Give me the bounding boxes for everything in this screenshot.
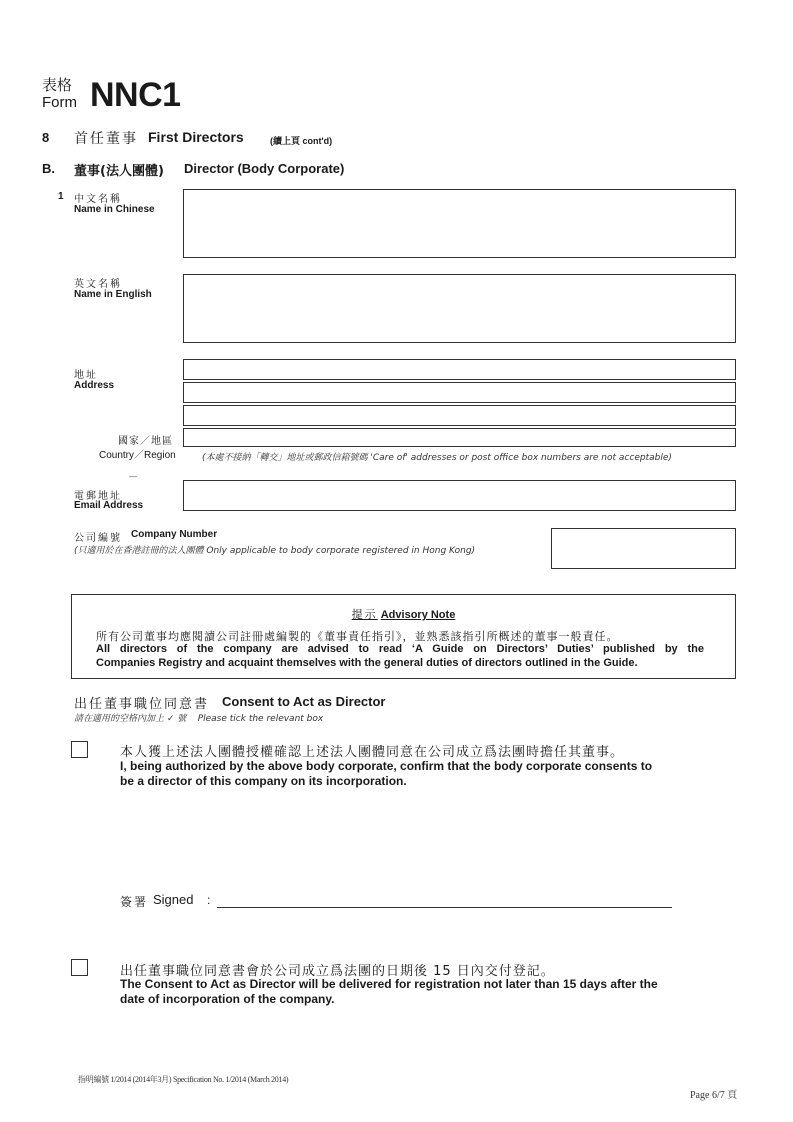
address-line-2-field[interactable]	[183, 382, 736, 403]
form-code: NNC1	[90, 76, 181, 114]
signed-label-en: Signed	[153, 892, 194, 907]
consent-option-1-en-1: I, being authorized by the above body corporate, confirm that the body corporate consents to	[120, 759, 653, 773]
item-number: 1	[58, 191, 64, 202]
subsection-letter: B.	[42, 161, 55, 176]
advisory-note-box	[71, 594, 736, 679]
address-note: (本處不接納「轉交」地址或郵政信箱號碼 'Care of' addresses or post office box numbers are not acceptable)	[202, 453, 672, 463]
advisory-text-en-2: Companies Registry and acquaint themselves with the general duties of directors outlined in the Guide.	[96, 657, 638, 669]
form-label-en: Form	[42, 94, 77, 111]
advisory-title-zh: 提示	[351, 608, 378, 621]
address-label-en: Address	[74, 380, 115, 391]
name-english-label-zh: 英文名稱	[74, 279, 122, 290]
address-line-3-field[interactable]	[183, 405, 736, 426]
advisory-text-zh: 所有公司董事均應閱讀公司註冊處編製的《董事責任指引》，並熟悉該指引所概述的董事一般責任。	[96, 630, 619, 643]
company-number-field[interactable]	[551, 528, 736, 569]
signed-label-zh: 簽署	[120, 895, 149, 909]
consent-option-2-zh: 出任董事職位同意書會於公司成立爲法團的日期後 15 日內交付登記。	[120, 964, 555, 979]
country-label-en: Country／Region	[99, 450, 176, 461]
address-dash: —	[129, 472, 137, 481]
address-line-1-field[interactable]	[183, 359, 736, 380]
name-chinese-label-en: Name in Chinese	[74, 204, 155, 215]
advisory-title-en: Advisory Note	[380, 609, 456, 621]
section-title-en: First Directors	[148, 129, 244, 145]
company-number-note: (只適用於在香港註冊的法人團體 Only applicable to body corporate registered in Hong Kong)	[74, 546, 476, 556]
name-chinese-field[interactable]	[183, 189, 736, 258]
name-chinese-label-zh: 中文名稱	[74, 194, 122, 205]
consent-option-2-checkbox[interactable]	[71, 959, 88, 976]
consent-option-2-en-2: date of incorporation of the company.	[120, 992, 335, 1006]
email-label-en: Email Address	[74, 500, 144, 511]
advisory-text-en-1: All directors of the company are advised to read ‘A Guide on Directors’ Duties’ published by the	[96, 643, 704, 655]
footer-page-number: Page 6/7 頁	[690, 1090, 738, 1101]
form-label-zh: 表格	[42, 76, 73, 94]
address-label-zh: 地址	[74, 370, 98, 381]
country-label-zh: 國家／地區	[118, 436, 173, 447]
country-field[interactable]	[183, 428, 736, 447]
consent-title-en: Consent to Act as Director	[222, 694, 386, 709]
advisory-title	[72, 606, 735, 622]
section-title-zh: 首任董事	[74, 131, 138, 147]
consent-option-1-checkbox[interactable]	[71, 741, 88, 758]
consent-option-1-en-2: be a director of this company on its incorporation.	[120, 774, 407, 788]
email-label-zh: 電郵地址	[74, 491, 122, 502]
section-number: 8	[42, 130, 50, 145]
company-number-label-zh: 公司編號	[74, 533, 122, 544]
signed-colon: :	[207, 893, 211, 907]
consent-option-2-en-1: The Consent to Act as Director will be delivered for registration not later than 15 days after the	[120, 977, 658, 991]
email-field[interactable]	[183, 480, 736, 511]
consent-instruction: 請在適用的空格內加上 ✓ 號 Please tick the relevant box	[74, 714, 324, 724]
section-cont: (續上頁 cont'd)	[270, 136, 333, 146]
subsection-title-zh: 董事(法人團體)	[74, 164, 164, 179]
footer-specification: 指明編號 1/2014 (2014年3月) Specification No. 1/2014 (March 2014)	[78, 1075, 289, 1084]
subsection-title-en: Director (Body Corporate)	[184, 161, 345, 176]
consent-option-1-zh: 本人獲上述法人團體授權確認上述法人團體同意在公司成立爲法團時擔任其董事。	[120, 745, 625, 760]
name-english-field[interactable]	[183, 274, 736, 343]
consent-title-zh: 出任董事職位同意書	[74, 697, 210, 712]
signature-line[interactable]	[217, 907, 672, 908]
name-english-label-en: Name in English	[74, 289, 152, 300]
company-number-label-en: Company Number	[131, 529, 218, 540]
